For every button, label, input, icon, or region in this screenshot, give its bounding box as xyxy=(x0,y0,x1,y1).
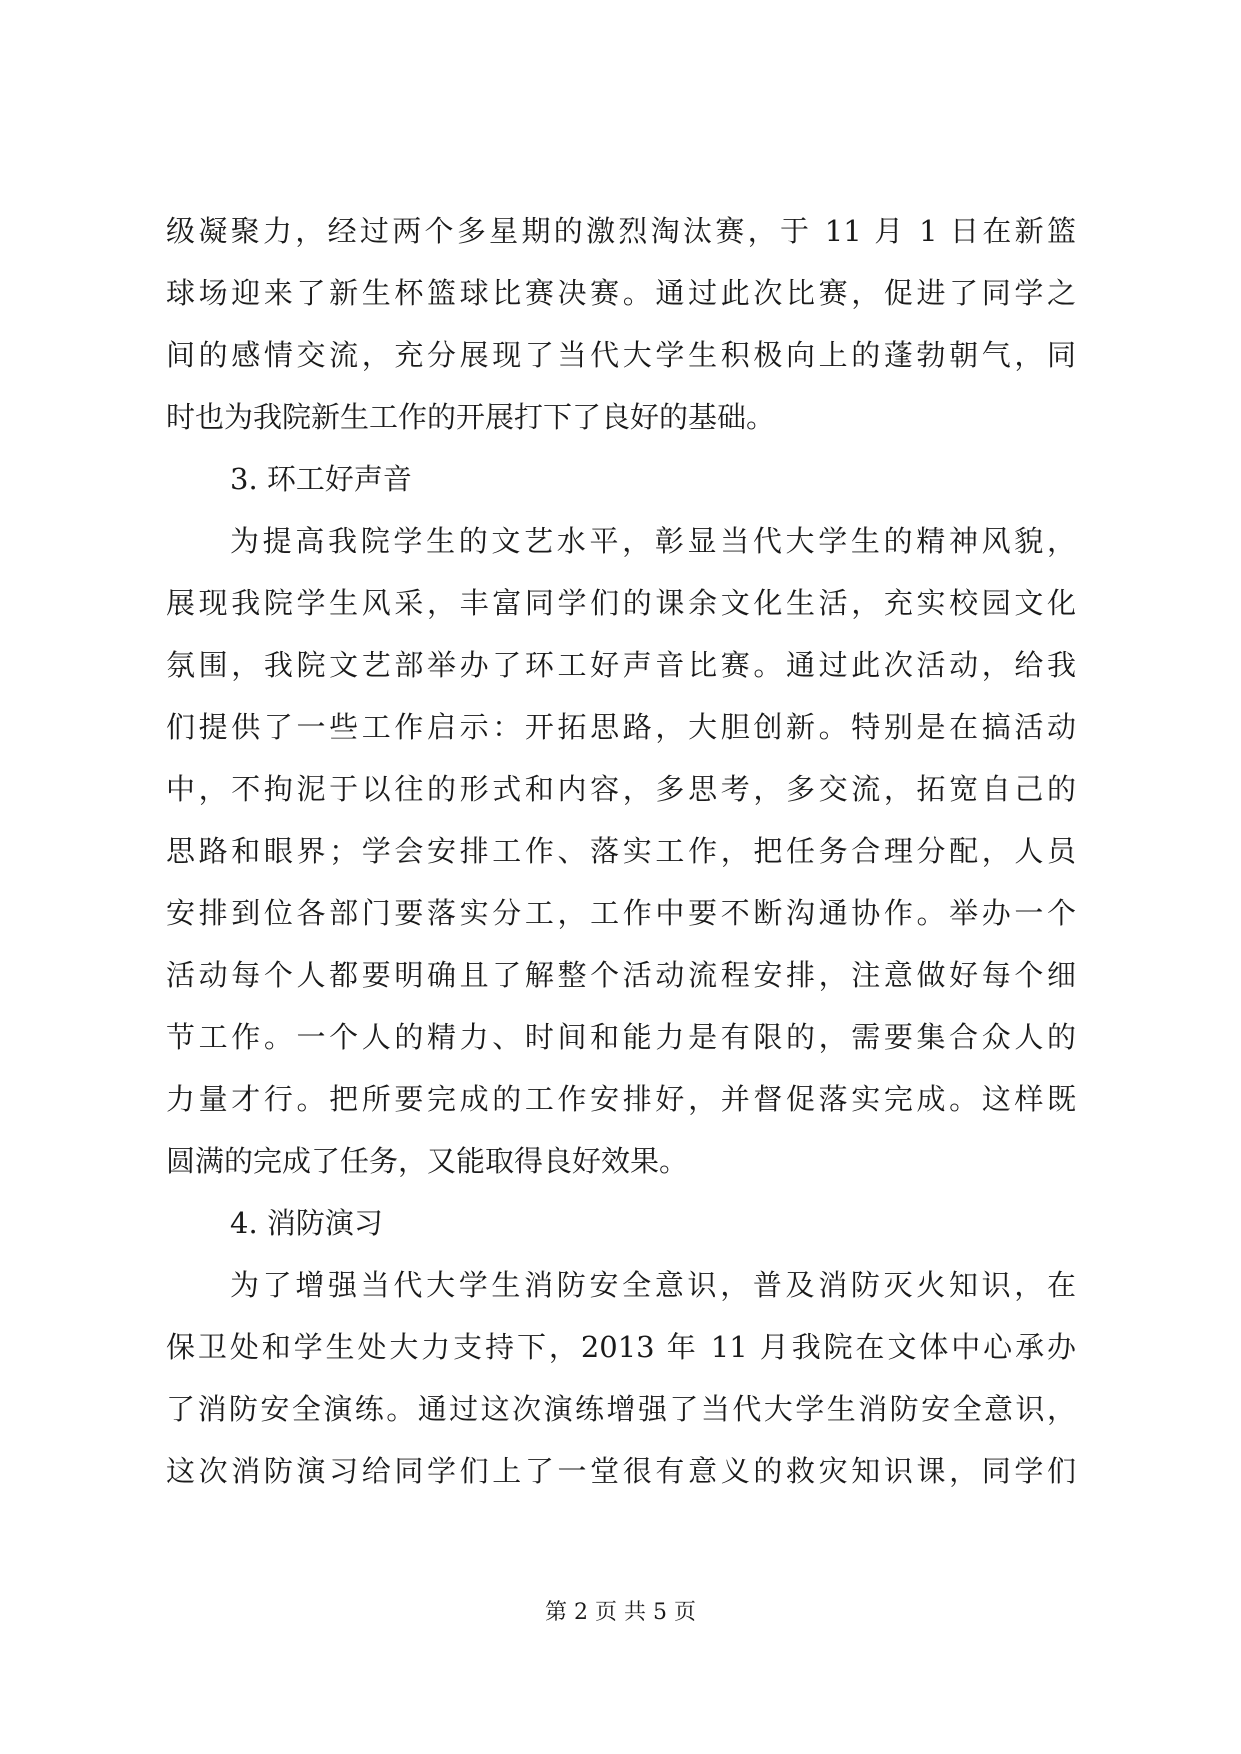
text-line: 级凝聚力，经过两个多星期的激烈淘汰赛，于 11 月 1 日在新篮 xyxy=(166,214,1076,248)
text-line: 思路和眼界；学会安排工作、落实工作，把任务合理分配，人员 xyxy=(166,834,1076,868)
text-line: 中，不拘泥于以往的形式和内容，多思考，多交流，拓宽自己的 xyxy=(166,772,1076,806)
text-line: 这次消防演习给同学们上了一堂很有意义的救灾知识课，同学们 xyxy=(166,1454,1076,1488)
text-line: 了消防安全演练。通过这次演练增强了当代大学生消防安全意识， xyxy=(166,1392,1076,1426)
section-heading: 4. 消防演习 xyxy=(230,1206,383,1240)
text-line: 氛围，我院文艺部举办了环工好声音比赛。通过此次活动，给我 xyxy=(166,648,1076,682)
text-line: 球场迎来了新生杯篮球比赛决赛。通过此次比赛，促进了同学之 xyxy=(166,276,1076,310)
text-line: 保卫处和学生处大力支持下，2013 年 11 月我院在文体中心承办 xyxy=(166,1330,1076,1364)
text-line: 为提高我院学生的文艺水平，彰显当代大学生的精神风貌， xyxy=(230,524,1076,558)
text-line: 间的感情交流，充分展现了当代大学生积极向上的蓬勃朝气，同 xyxy=(166,338,1076,372)
text-line: 为了增强当代大学生消防安全意识，普及消防灭火知识，在 xyxy=(230,1268,1076,1302)
page-number-footer: 第 2 页 共 5 页 xyxy=(545,1600,696,1625)
text-line: 活动每个人都要明确且了解整个活动流程安排，注意做好每个细 xyxy=(166,958,1076,992)
text-line: 展现我院学生风采，丰富同学们的课余文化生活，充实校园文化 xyxy=(166,586,1076,620)
section-heading: 3. 环工好声音 xyxy=(230,462,412,496)
text-line: 节工作。一个人的精力、时间和能力是有限的，需要集合众人的 xyxy=(166,1020,1076,1054)
text-line: 力量才行。把所要完成的工作安排好，并督促落实完成。这样既 xyxy=(166,1082,1076,1116)
text-line: 圆满的完成了任务，又能取得良好效果。 xyxy=(166,1144,689,1178)
text-line: 时也为我院新生工作的开展打下了良好的基础。 xyxy=(166,400,776,434)
text-line: 们提供了一些工作启示：开拓思路，大胆创新。特别是在搞活动 xyxy=(166,710,1076,744)
text-line: 安排到位各部门要落实分工，工作中要不断沟通协作。举办一个 xyxy=(166,896,1076,930)
